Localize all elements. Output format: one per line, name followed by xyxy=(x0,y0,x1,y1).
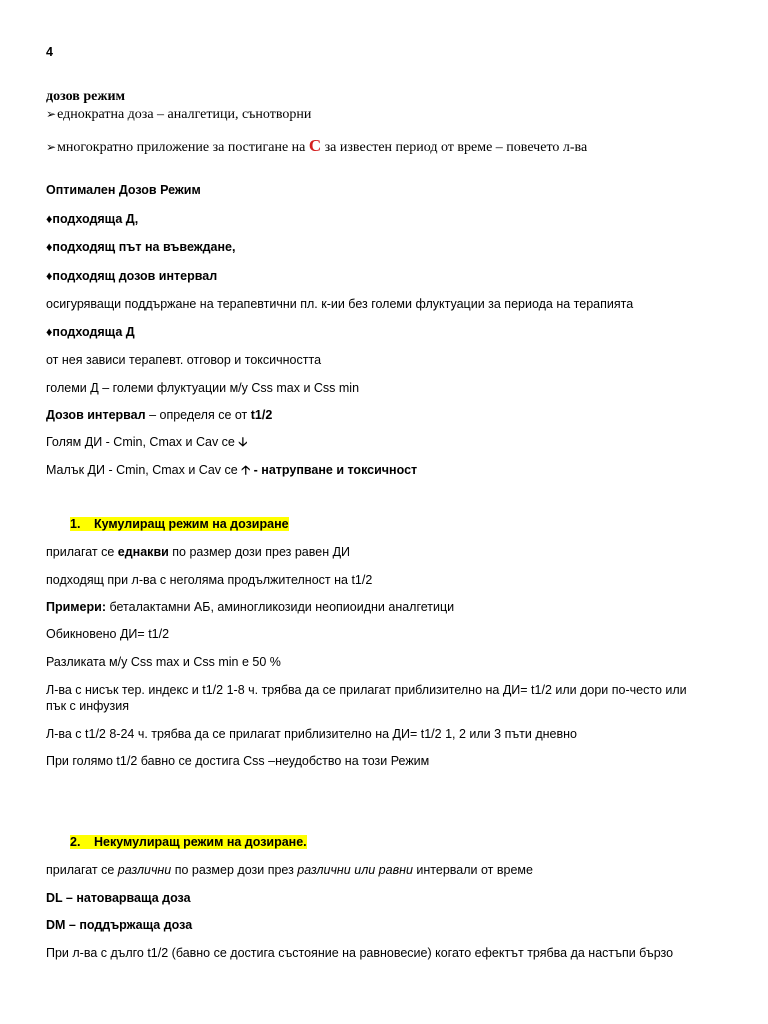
arrow-bullet-icon: ➢ xyxy=(46,107,57,121)
optimal-item-dose-2: ♦подходяща Д xyxy=(46,325,135,339)
section2-last-line: При л-ва с дълго t1/2 (бавно се достига състояние на равновесие) когато ефектът трябва да настъпи бързо xyxy=(46,946,674,960)
section1-line-5: Разликата м/у Css max и Css min е 50 % xyxy=(46,655,281,669)
optimal-description: осигуряващи поддържане на терапевтични пл. к-ии без големи флуктуации за периода на терапията xyxy=(46,297,634,311)
single-dose-text: еднократна доза – аналгетици, сънотворни xyxy=(57,107,312,122)
multi-dose-pre: многократно приложение за постигане на xyxy=(57,140,309,155)
section1-line-9: При голямо t1/2 бавно се достига Css –неудобство на този Режим xyxy=(46,754,430,768)
optimal-title: Оптимален Дозов Режим xyxy=(46,183,201,197)
response-line: от нея зависи терапевт. отговор и токсичността xyxy=(46,353,322,367)
section1-line-3: Примери: беталактамни АБ, аминогликозиди неопиоидни аналгетици xyxy=(46,600,455,614)
large-di-line: Голям ДИ - Cmin, Cmax и Cav се 🡣 xyxy=(46,435,248,449)
section1-line-7: пък с инфузия xyxy=(46,699,130,713)
multi-dose-post: за известен период от време – повечето л-ва xyxy=(321,140,588,155)
diamond-icon: ♦ xyxy=(46,212,53,226)
optimal-item-interval: ♦подходящ дозов интервал xyxy=(46,269,218,283)
section2-line-1: прилагат се различни по размер дози през различни или равни интервали от време xyxy=(46,863,533,877)
section2-loading-dose: DL – натоварваща доза xyxy=(46,891,191,905)
page-number: 4 xyxy=(46,45,53,59)
optimal-item-route: ♦подходящ път на въвеждане, xyxy=(46,240,236,254)
section2-title: 2. Некумулиращ режим на дозиране. xyxy=(70,835,307,849)
section2-maintenance-dose: DM – поддържаща доза xyxy=(46,918,193,932)
arrow-down-icon: 🡣 xyxy=(238,435,248,449)
large-dose-line: големи Д – големи флуктуации м/у Css max и Css min xyxy=(46,381,360,395)
diamond-icon: ♦ xyxy=(46,240,53,254)
section1-title: 1. Кумулиращ режим на дозиране xyxy=(70,517,289,531)
dosing-interval-line: Дозов интервал – определя се от t1/2 xyxy=(46,408,273,422)
section1-line-4: Обикновено ДИ= t1/2 xyxy=(46,627,170,641)
section1-line-8: Л-ва с t1/2 8-24 ч. трябва да се прилагат приблизително на ДИ= t1/2 1, 2 или 3 пъти дневно xyxy=(46,727,577,741)
heading: дозов режим xyxy=(46,89,126,104)
diamond-icon: ♦ xyxy=(46,325,53,339)
section1-line-6: Л-ва с нисък тер. индекс и t1/2 1-8 ч. трябва да се прилагат приблизително на ДИ= t1/2 или дори по-често или xyxy=(46,683,687,697)
small-di-line: Малък ДИ - Cmin, Cmax и Cav се 🡡 - натрупване и токсичност xyxy=(46,463,418,477)
diamond-icon: ♦ xyxy=(46,269,53,283)
optimal-item-dose: ♦подходяща Д, xyxy=(46,212,139,226)
list-item-multi-dose xyxy=(46,138,587,156)
arrow-bullet-icon: ➢ xyxy=(46,140,57,154)
arrow-up-icon: 🡡 xyxy=(241,463,251,477)
concentration-symbol: С xyxy=(308,136,322,155)
list-item-single-dose xyxy=(46,106,311,123)
section1-line-1: прилагат се еднакви по размер дози през равен ДИ xyxy=(46,545,351,559)
section1-line-2: подходящ при л-ва с неголяма продължителност на t1/2 xyxy=(46,573,373,587)
